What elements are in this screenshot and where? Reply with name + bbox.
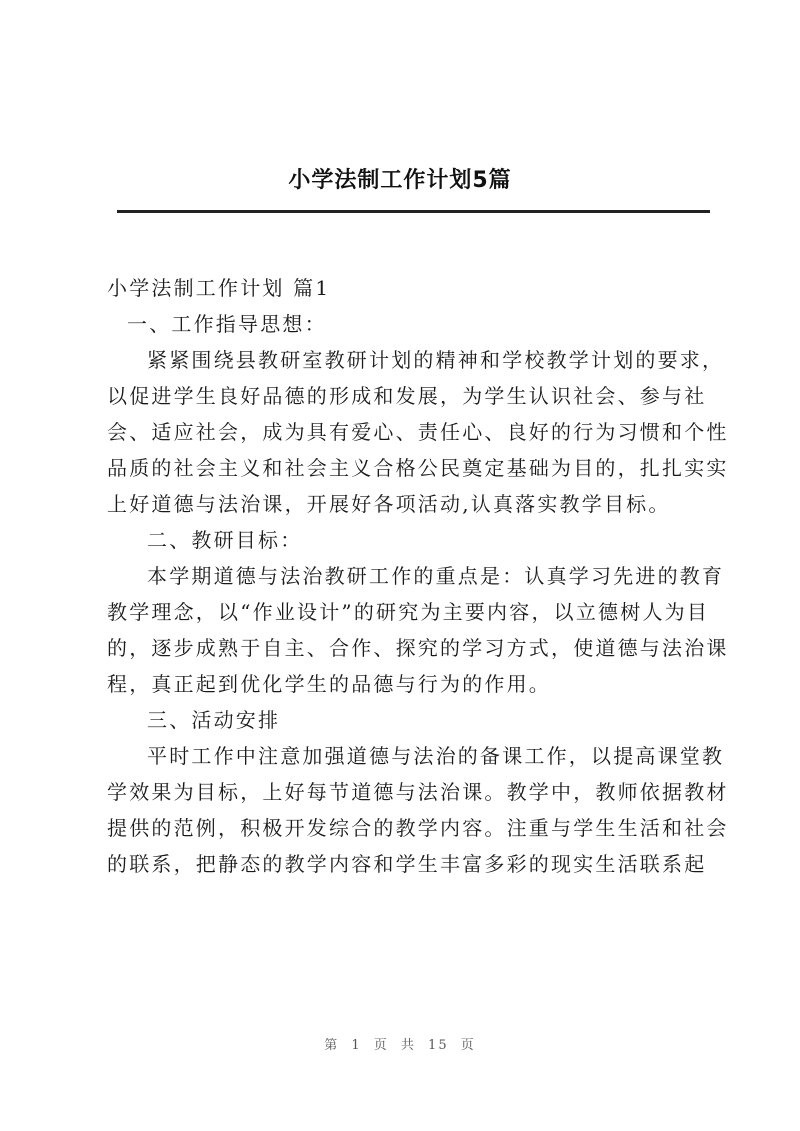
paragraph-line: 提供的范例，积极开发综合的教学内容。注重与学生生活和社会: [107, 816, 729, 840]
paragraph-line: 以促进学生良好品德的形成和发展，为学生认识社会、参与社: [107, 384, 707, 408]
document-body: [107, 270, 729, 882]
page-number-footer: 第 1 页 共 15 页: [324, 1038, 476, 1053]
paragraph-line: 品质的社会主义和社会主义合格公民奠定基础为目的，扎扎实实: [107, 456, 729, 480]
paragraph-line: 的联系，把静态的教学内容和学生丰富多彩的现实生活联系起: [107, 852, 707, 876]
paragraph-line: 学效果为目标，上好每节道德与法治课。教学中，教师依据教材: [107, 780, 729, 804]
section-heading-guiding-ideology: 一、工作指导思想：: [127, 312, 327, 336]
section-heading-research-goals: 二、教研目标：: [147, 528, 303, 552]
section-heading-activity-arrangement: 三、活动安排: [147, 708, 281, 732]
paragraph-line: 的，逐步成熟于自主、合作、探究的学习方式，使道德与法治课: [107, 636, 729, 660]
paragraph-line: 会、适应社会，成为具有爱心、责任心、良好的行为习惯和个性: [107, 420, 729, 444]
paragraph-line: 平时工作中注意加强道德与法治的备课工作，以提高课堂教: [147, 744, 725, 768]
paragraph-line: 程，真正起到优化学生的品德与行为的作用。: [107, 672, 551, 696]
paragraph-line: 上好道德与法治课，开展好各项活动,认真落实教学目标。: [107, 492, 671, 516]
document-title: 小学法制工作计划5篇: [288, 168, 512, 193]
title-divider: [117, 210, 710, 213]
section-subtitle: 小学法制工作计划 篇1: [107, 276, 331, 300]
paragraph-line: 教学理念，以“作业设计”的研究为主要内容，以立德树人为目: [107, 600, 710, 624]
paragraph-line: 本学期道德与法治教研工作的重点是：认真学习先进的教育: [147, 564, 725, 588]
paragraph-line: 紧紧围绕县教研室教研计划的精神和学校教学计划的要求，: [147, 348, 725, 372]
